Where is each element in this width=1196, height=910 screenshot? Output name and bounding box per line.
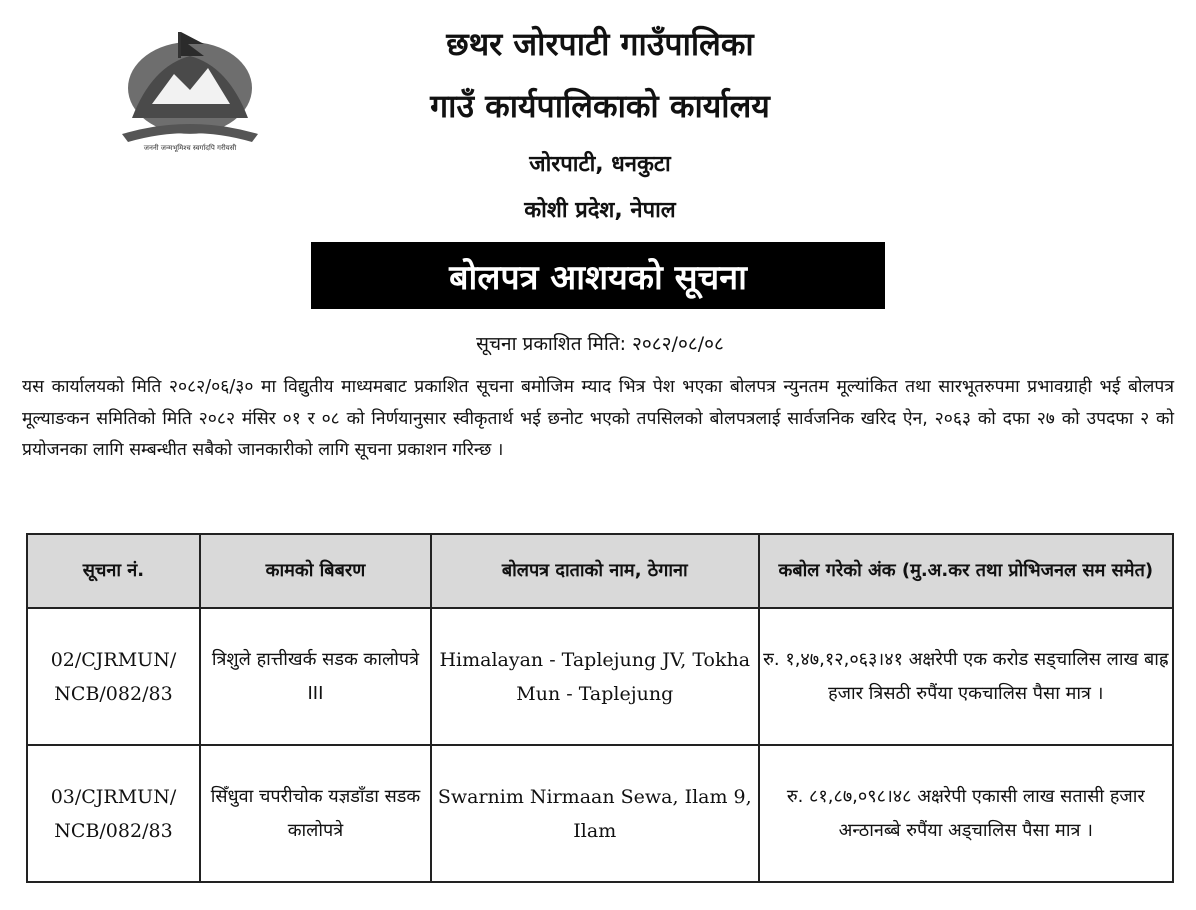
header-bidder: बोलपत्र दाताको नाम, ठेगाना (431, 534, 759, 608)
table-header-row (27, 534, 1173, 608)
cell-notice-no: 03/CJRMUN/ NCB/082/83 (27, 745, 200, 882)
table-row (27, 745, 1173, 882)
province-country: कोशी प्रदेश, नेपाल (524, 198, 676, 223)
cell-bidder: Swarnim Nirmaan Sewa, Ilam 9, Ilam (431, 745, 759, 882)
cell-work: त्रिशुले हात्तीखर्क सडक कालोपत्रे III (200, 608, 431, 745)
office-name: गाउँ कार्यपालिकाको कार्यालय (430, 87, 770, 125)
nepal-emblem-icon (112, 26, 268, 154)
cell-bidder: Himalayan - Taplejung JV, Tokha Mun - Taplejung (431, 608, 759, 745)
cell-notice-no: 02/CJRMUN/ NCB/082/83 (27, 608, 200, 745)
emblem-motto: जननी जन्मभूमिश्च स्वर्गादपि गरीयसी (143, 144, 237, 152)
cell-work: सिँधुवा चपरीचोक यज्ञडाँडा सडक कालोपत्रे (200, 745, 431, 882)
cell-amount: रु. १,४७,१२,०६३।४१ अक्षरेपी एक करोड सड्चालिस लाख बाह्र हजार त्रिसठी रुपैंया एकचालिस पैसा मात्र । (759, 608, 1173, 745)
header-amount: कबोल गरेको अंक (मु.अ.कर तथा प्रोभिजनल सम समेत) (759, 534, 1173, 608)
header-work: कामको बिबरण (200, 534, 431, 608)
publish-date: सूचना प्रकाशित मिति: २०८२/०८/०८ (476, 333, 724, 355)
cell-amount: रु. ८१,८७,०९८।४८ अक्षरेपी एकासी लाख सतासी हजार अन्ठानब्बे रुपैंया अड्चालिस पैसा मात्र । (759, 745, 1173, 882)
table-row (27, 608, 1173, 745)
bid-table (26, 533, 1174, 883)
notice-body: यस कार्यालयको मिति २०८२/०६/३० मा विद्युतीय माध्यमबाट प्रकाशित सूचना बमोजिम म्याद भित्र पेश भएका बोलपत्र न्युनतम मूल्यांकित तथा सारभूतरुपमा प्रभावग्राही भई बोलपत्र मूल्याङकन समितिको मिति २०८२ मंसिर ०१ र ०८ को निर्णयानुसार स्वीकृतार्थ भई छनोट भएको तपसिलको बोलपत्रलाई सार्वजनिक खरिद ऐन, २०६३ को दफा २७ को उपदफा २ को प्रयोजनका लागि सम्बन्धीत सबैको जानकारीको लागि सूचना प्रकाशन गरिन्छ । (22, 377, 1174, 460)
office-location: जोरपाटी, धनकुटा (529, 152, 671, 177)
notice-title: बोलपत्र आशयको सूचना (311, 242, 885, 309)
header-notice-no: सूचना नं. (27, 534, 200, 608)
municipality-name: छथर जोरपाटी गाउँपालिका (446, 25, 754, 63)
